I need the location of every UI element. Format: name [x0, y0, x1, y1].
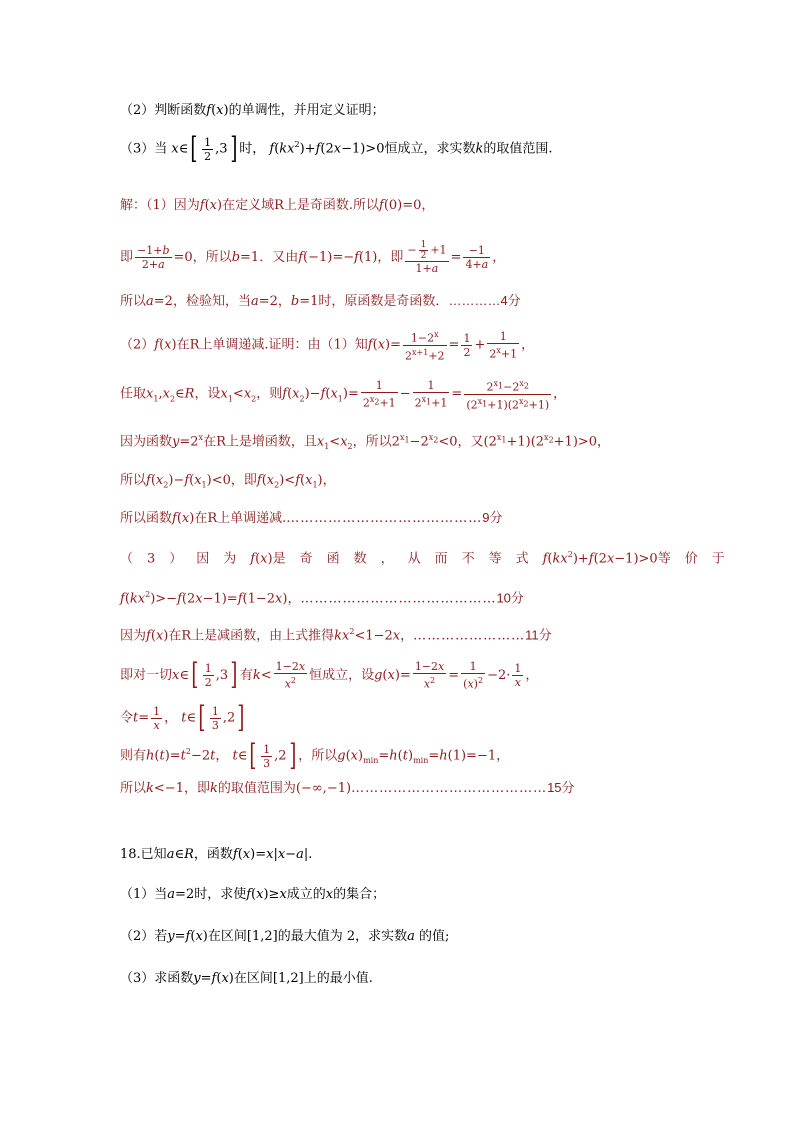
solution-3-line-4-text-a: 即对一切: [120, 667, 173, 683]
solution-3-line-7: 所以k<−1，即k的取值范围为(−∞,−1)……………………………………15分: [120, 780, 575, 796]
solution-2-line-4: 所以$f(x_2)-f(x_1)<0$，即$f(x_2)<f(x_1)$，: [120, 473, 336, 490]
solution-1-line-2-text-b: ，所以: [192, 250, 232, 265]
solution-1-line-2-text-c: ．又由: [259, 250, 299, 265]
question-2-text: （2）判断函数: [120, 103, 207, 118]
solution-2-line-3-text-d: ，又: [457, 434, 484, 450]
solution-3-line-4: 即对一切x∈[ $\frac{1}{2}$ ,3] 有k< $\frac{1-2x}{x^2}$ 恒成立，设g(x)= $\frac{1-2x}{x^2}$ = $\frac{1}{(x)^2}$ −2· $\frac{1}{x}$ ，: [120, 657, 539, 693]
solution-2-line-5: 所以函数f(x)在R上单调递减.……………………………………9分: [120, 510, 503, 526]
question-18-part-2-text-a: （2）若: [120, 929, 168, 944]
solution-3-text-c: 等价于: [657, 551, 739, 567]
solution-3-line-6: 则有$h(t)=t^2-2t$， t∈[ $\frac{1}{3}$ ,2] ，所以$g(x)_{min}=h(t)_{min}=h(1)=-1$，: [120, 738, 510, 773]
score-11: 11分: [525, 627, 552, 643]
solution-3-line-3-text-a: 因为: [120, 628, 147, 644]
question-18-part-3-text-a: （3）求函数: [120, 971, 194, 986]
solution-2-line-3-text-b: 在R上是增函数，且: [203, 434, 317, 450]
question-18-part-2-text-d: 的值;: [419, 929, 450, 944]
solution-2-line-5-text-a: 所以函数: [120, 511, 173, 526]
solution-1-line-3-text-b: ，检验知，当: [172, 294, 251, 309]
solution-3-line-3: 因为f(x)在R上是减函数，由上式推得$kx^2<1-2x$，……………………11分: [120, 627, 552, 644]
solution-2-line-1: （2）f(x)在R上单调递减.证明：由（1）知f(x)= $\frac{1-2^x}{2^{x+1}+2}$ = $\frac{1}{2}$ + $\frac{1}{2^x+1}$ ，: [120, 329, 535, 363]
question-18-part-1: （1）当a=2时，求使f(x)≥x成立的x的集合；: [120, 887, 386, 902]
question-18-part-3-text-c: 上的最小值.: [303, 971, 373, 986]
solution-1-line-1: 解：（1）因为f(x)在定义域R上是奇函数.所以f(0)=0，: [120, 198, 435, 213]
solution-1-text-a: 解：（1）因为: [120, 198, 200, 213]
question-2: （2）判断函数f(x)的单调性，并用定义证明；: [120, 103, 385, 118]
score-10: 10分: [496, 590, 524, 606]
question-18-part-3: （3）求函数y=f(x)在区间[1,2]上的最小值.: [120, 971, 373, 986]
solution-2-text-a: （2）: [120, 337, 155, 353]
question-18-part-2-text-b: 在区间: [207, 929, 247, 944]
solution-3-line-6-text-b: ，所以: [298, 748, 338, 764]
solution-3-line-1: （3）因为f(x)是奇函数，从而不等式$f(kx^2)+f(2x-1)>0$等价于: [120, 550, 739, 567]
solution-2-line-4-text-a: 所以: [120, 473, 147, 488]
score-15: 15分: [547, 780, 575, 795]
question-18-part-1-text-b: 时，求使: [194, 887, 247, 902]
question-18-part-1-text-c: 成立的: [286, 887, 326, 902]
question-2-tail: 的单调性，并用定义证明；: [228, 103, 385, 118]
solution-1-text-b: 在定义域R上是奇函数.所以: [222, 198, 380, 213]
question-18-part-1-text-a: （1）当: [120, 887, 168, 902]
solution-3-text-b: 是奇函数，从而不等式: [272, 551, 543, 567]
solution-3-line-7-text-c: 的取值范围为: [217, 781, 296, 796]
solution-2-line-5-text-b: 在R上单调递减.: [194, 511, 287, 526]
question-3: （3）当 x∈[ $\frac{1}{2}$ ,3] 时， $f(kx^2)+f(2x-1)>0$恒成立，求实数k的取值范围.: [120, 131, 553, 166]
solution-2-line-3: 因为函数$y=2^x$在R上是增函数，且$x_1<x_2$，所以$2^{x_1}-2^{x_2}<0$，又$(2^{x_1}+1)(2^{x_2}+1)>0$，: [120, 433, 611, 451]
solution-1-line-2: 即 $\frac{-1+b}{2+a}$ =0，所以b=1．又由f(−1)=−f(1)，即 − $\frac{1}{2}$ +1 1+a = $\frac{-1}{4+a}$ ，: [120, 240, 506, 275]
solution-1-line-3: 所以a=2，检验知，当a=2，b=1时，原函数是奇函数．…………4分: [120, 293, 521, 309]
question-18-part-2: （2）若y=f(x)在区间[1,2]的最大值为 2，求实数a 的值;: [120, 929, 450, 944]
solution-3-line-7-text-a: 所以: [120, 781, 147, 796]
solution-1-line-3-text-c: ，: [277, 294, 291, 309]
solution-3-text-a: （3）因为: [120, 551, 251, 567]
solution-2-line-2: 任取$x_1,x_2\in R$，设$x_1<x_2$，则$f(x_2)-f(x_1)=$ $\frac{1}{2^{x_2}+1}$ − $\frac{1}{2^{x_1}+1}$ = $\frac{2^{x_1}-2^{x_2}}{(2^{x_1}+1)(2^{x_2}+1)}$ ，: [120, 378, 567, 412]
solution-3-line-3-text-b: 在R上是减函数，由上式推得: [168, 628, 335, 644]
solution-2-line-2-text-b: ，设: [194, 386, 221, 402]
question-18: 18.已知a∈R，函数f(x)=x|x−a|.: [120, 847, 313, 862]
question-3-text-b: 时，: [239, 141, 266, 157]
score-9: 9分: [482, 510, 503, 525]
question-18-part-2-text-c: 的最大值为 2，求实数: [277, 929, 408, 944]
solution-3-line-6-text-a: 则有: [120, 748, 147, 764]
solution-1-line-3-text-a: 所以: [120, 294, 147, 309]
question-3-text-a: （3）当: [120, 141, 168, 157]
question-3-text-d: 的取值范围.: [483, 141, 553, 157]
solution-1-line-2-text-a: 即: [120, 250, 134, 265]
solution-2-text-b: 在R上单调递减.证明：由（1）知: [176, 337, 368, 353]
solution-2-line-2-text-a: 任取: [120, 386, 147, 402]
question-18-part-1-text-d: 的集合；: [333, 887, 386, 902]
score-4: …………4分: [448, 293, 521, 308]
question-18-part-3-text-b: 在区间: [233, 971, 273, 986]
solution-2-line-4-text-b: ，即: [230, 473, 257, 488]
solution-2-line-3-text-c: ，所以: [352, 434, 392, 450]
question-18-text-b: ，函数: [193, 847, 233, 862]
question-18-text-a: 18.已知: [120, 847, 167, 862]
solution-3-line-4-text-b: 有: [239, 667, 253, 683]
solution-3-line-4-text-c: 恒成立，设: [309, 667, 375, 683]
solution-1-line-3-text-d: 时，原函数是奇函数．: [318, 294, 449, 309]
solution-3-line-2: $f(kx^2)>-f(2x-1)=f(1-2x)$，……………………………………10分: [120, 590, 524, 607]
solution-3-line-5-text-a: 令: [120, 710, 134, 726]
solution-1-line-2-text-d: ，即: [377, 250, 404, 265]
solution-3-line-7-text-b: ，即: [183, 781, 210, 796]
solution-3-line-5: 令t= $\frac{1}{x}$ ， t∈[ $\frac{1}{3}$ ,2]: [120, 700, 245, 735]
solution-2-line-2-text-c: ，则: [256, 386, 283, 402]
question-3-text-c: 恒成立，求实数: [384, 141, 476, 157]
solution-2-line-3-text-a: 因为函数: [120, 434, 173, 450]
